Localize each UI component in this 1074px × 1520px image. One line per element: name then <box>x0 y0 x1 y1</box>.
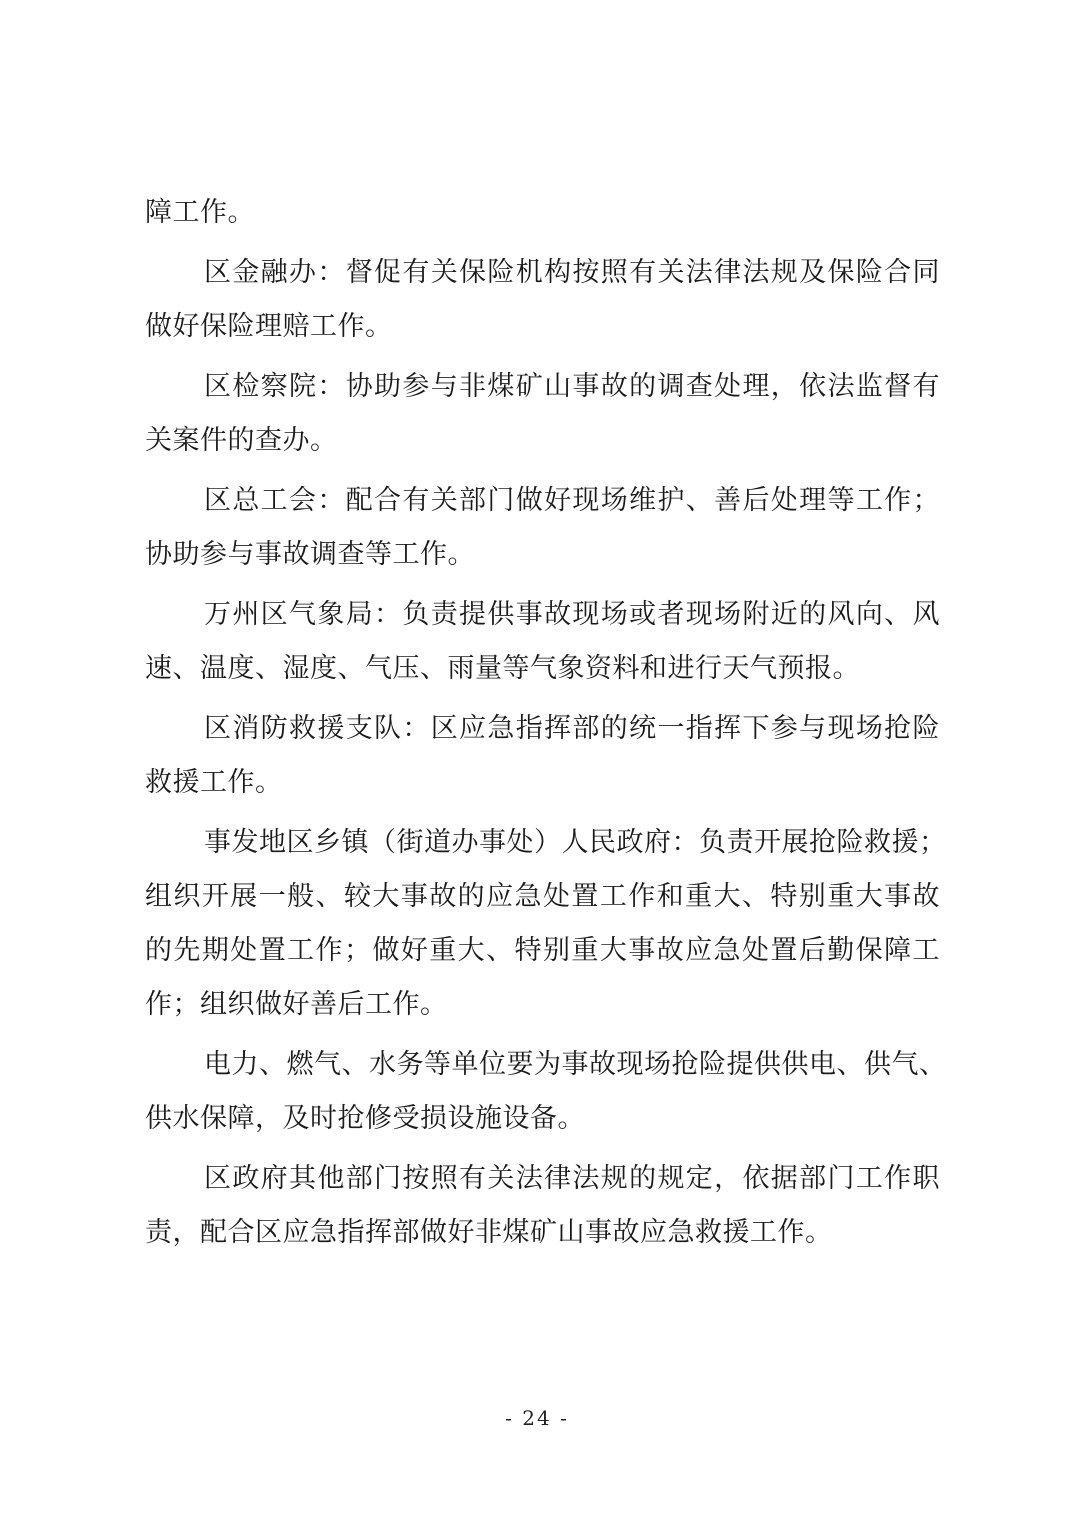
text-line: 供水保障，及时抢修受损设施设备。 <box>145 1103 585 1134</box>
text-line: 作；组织做好善后工作。 <box>145 989 448 1020</box>
text-line: 区金融办：督促有关保险机构按照有关法律法规及保险合同 <box>204 257 940 288</box>
text-line: 速、温度、湿度、气压、雨量等气象资料和进行天气预报。 <box>145 653 860 684</box>
text-line: 协助参与事故调查等工作。 <box>145 539 475 570</box>
document-body <box>145 186 947 1260</box>
text-line: 区消防救援支队：区应急指挥部的统一指挥下参与现场抢险 <box>204 713 940 744</box>
text-line: 区总工会：配合有关部门做好现场维护、善后处理等工作； <box>204 485 940 516</box>
text-line: 万州区气象局：负责提供事故现场或者现场附近的风向、风 <box>204 599 940 630</box>
text-line: 电力、燃气、水务等单位要为事故现场抢险提供供电、供气、 <box>204 1049 947 1080</box>
page-number: - 24 - <box>505 1406 569 1430</box>
text-line: 的先期处置工作；做好重大、特别重大事故应急处置后勤保障工 <box>145 935 940 966</box>
text-line: 区检察院：协助参与非煤矿山事故的调查处理，依法监督有 <box>204 371 940 402</box>
text-line: 区政府其他部门按照有关法律法规的规定，依据部门工作职 <box>204 1163 940 1194</box>
text-line: 救援工作。 <box>145 767 283 798</box>
text-line: 做好保险理赔工作。 <box>145 311 393 342</box>
text-line: 事发地区乡镇（街道办事处）人民政府：负责开展抢险救援； <box>204 827 947 858</box>
text-line: 责，配合区应急指挥部做好非煤矿山事故应急救援工作。 <box>145 1217 833 1248</box>
text-line: 组织开展一般、较大事故的应急处置工作和重大、特别重大事故 <box>145 881 940 912</box>
text-line: 障工作。 <box>145 197 255 228</box>
text-line: 关案件的查办。 <box>145 425 338 456</box>
